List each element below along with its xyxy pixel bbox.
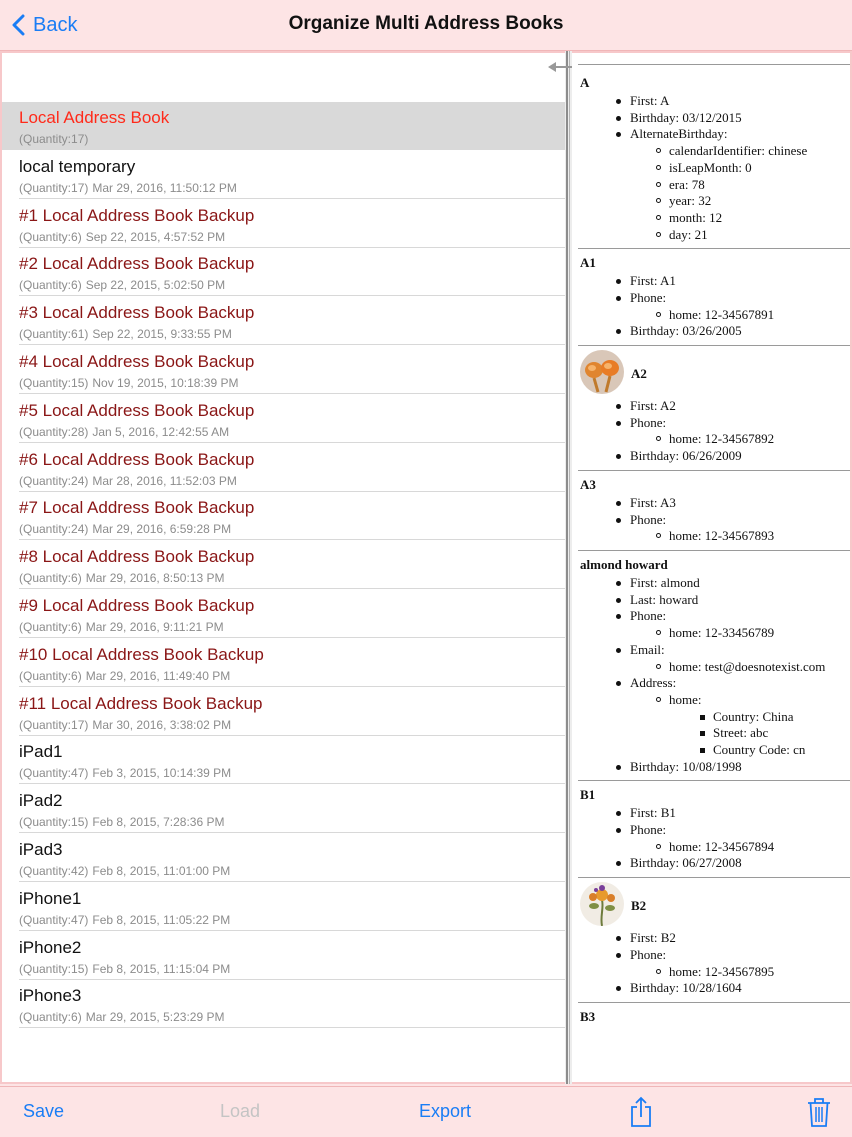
address-book-quantity: (Quantity:15) [19,376,89,390]
contact-detail-line: First: almond [630,575,700,590]
address-book-row[interactable] [2,492,565,540]
address-book-date: Sep 22, 2015, 5:02:50 PM [85,278,226,293]
contact-detail-line: day: 21 [669,226,708,242]
page-title: Organize Multi Address Books [288,13,564,34]
address-book-quantity: (Quantity:6) [19,1010,82,1025]
contact-detail-line: era: 78 [669,176,705,192]
trash-icon[interactable] [806,1096,832,1128]
address-book-quantity: (Quantity:24) [19,522,89,537]
save-button[interactable]: Save [23,1101,65,1121]
address-book-quantity: (Quantity:17) [19,132,89,146]
row-separator [19,1027,565,1028]
navigation-bar [0,0,852,51]
address-book-date: Mar 29, 2016, 9:11:21 PM [85,620,224,634]
contact-detail-line: Phone: [630,289,667,305]
address-book-meta [19,718,231,732]
address-book-meta [19,425,229,439]
address-book-name: #1 Local Address Book Backup [19,205,255,225]
address-book-row[interactable] [2,785,565,833]
contact-detail-line: Address: [630,675,677,691]
load-button[interactable]: Load [220,1101,261,1121]
contact-name: almond howard [580,557,668,572]
contact-details-pane[interactable] [572,53,850,1082]
address-book-date: Mar 29, 2016, 11:50:12 PM [92,180,237,195]
contact-avatar [580,350,624,394]
contact-detail-line: home: [669,691,702,707]
contact-name: B3 [580,1009,596,1024]
contact-name: A3 [580,476,596,492]
contact-entry[interactable] [578,249,850,346]
contact-detail-line: First: A [630,93,670,108]
contact-detail-line: First: A2 [630,398,676,414]
address-book-name: #7 Local Address Book Backup [19,498,255,518]
contact-detail-line: home: 12-34567895 [669,963,775,979]
contact-detail-line: home: 12-33456789 [669,625,775,641]
contact-detail-line: First: A1 [630,273,676,289]
contact-detail-line: First: B1 [630,805,676,821]
address-book-meta [19,278,225,292]
address-book-date: Mar 29, 2016, 8:50:13 PM [85,571,225,586]
contact-name: A2 [631,366,647,382]
address-book-date: Sep 22, 2015, 9:33:55 PM [92,327,232,342]
address-book-name: #10 Local Address Book Backup [19,644,264,664]
contact-name: A1 [580,255,596,271]
address-book-quantity: (Quantity:24) [19,473,89,488]
address-book-name: iPad1 [19,742,63,762]
address-book-quantity: (Quantity:17) [19,180,89,195]
contact-detail-line: Street: abc [713,725,769,741]
address-book-quantity: (Quantity:28) [19,424,89,439]
address-book-row[interactable] [2,688,565,736]
address-book-list[interactable] [2,53,565,1082]
address-book-row[interactable] [2,541,565,589]
contact-detail-line: Last: howard [630,591,699,607]
contact-detail-line: Country Code: cn [713,742,806,757]
address-book-meta [19,230,225,244]
address-book-meta [19,181,237,195]
address-book-row[interactable] [2,102,565,150]
address-book-row[interactable] [2,736,565,784]
address-book-name: #2 Local Address Book Backup [19,254,255,274]
contact-detail-line: home: test@doesnotexist.com [669,658,826,674]
contact-detail-line: Birthday: 06/27/2008 [630,855,742,871]
contact-detail-line: First: B2 [630,930,676,946]
address-book-name: #8 Local Address Book Backup [19,547,255,567]
address-book-meta [19,913,230,927]
contact-detail-line: home: 12-34567892 [669,431,775,447]
address-book-row[interactable] [2,248,565,296]
contact-detail-line: Birthday: 03/26/2005 [630,323,742,339]
address-book-quantity: (Quantity:15) [19,961,89,976]
contact-detail-line: Birthday: 06/26/2009 [630,448,742,464]
address-book-meta [19,1010,224,1024]
address-book-row[interactable] [2,444,565,492]
address-book-row[interactable] [2,590,565,638]
address-book-date: Mar 28, 2016, 11:52:03 PM [92,473,237,488]
address-book-date: Feb 8, 2015, 11:01:00 PM [92,864,231,878]
address-book-date: Mar 29, 2016, 6:59:28 PM [92,522,232,537]
contact-detail-line: Phone: [630,608,667,624]
address-book-date: Mar 29, 2016, 11:49:40 PM [85,668,231,683]
address-book-name: local temporary [19,156,136,176]
address-book-name: #5 Local Address Book Backup [19,400,255,420]
address-book-name: #6 Local Address Book Backup [19,449,255,469]
contact-detail-line: year: 32 [669,193,712,209]
contact-detail-line: home: 12-34567891 [669,306,775,322]
address-book-row[interactable] [2,200,565,248]
address-book-name: iPhone3 [19,986,82,1006]
contact-detail-line: First: A3 [630,494,676,510]
contact-entry[interactable] [578,69,850,249]
address-book-quantity: (Quantity:6) [19,278,82,293]
address-book-name: #4 Local Address Book Backup [19,352,255,371]
address-book-row[interactable] [2,151,565,199]
address-book-quantity: (Quantity:6) [19,229,82,244]
address-book-row[interactable] [2,883,565,931]
address-book-quantity: (Quantity:17) [19,717,89,732]
contact-entry[interactable] [578,781,850,878]
address-book-name: iPhone2 [19,937,82,957]
address-book-meta [19,962,230,976]
address-book-meta [19,571,224,585]
contact-entry[interactable] [578,471,850,551]
address-book-date: Sep 22, 2015, 4:57:52 PM [85,229,226,244]
contact-detail-line: Birthday: 10/08/1998 [630,758,742,774]
address-book-quantity: (Quantity:6) [19,620,82,634]
address-book-meta [19,864,230,878]
contact-detail-line: month: 12 [669,209,723,225]
address-book-date: Mar 29, 2015, 5:23:29 PM [85,1010,225,1025]
address-book-name: iPad2 [19,791,63,811]
divider-line-inner [569,51,570,1084]
contact-detail-line: home: 12-34567894 [669,838,775,854]
address-book-date: Feb 3, 2015, 10:14:39 PM [92,766,232,781]
address-book-row[interactable] [2,639,565,687]
divider-line [566,51,568,1084]
contact-detail-line: Phone: [630,822,667,838]
back-label: Back [33,13,78,36]
address-book-meta [19,766,231,780]
contact-entry[interactable] [578,1003,850,1033]
address-book-row[interactable] [2,395,565,443]
contact-detail-line: isLeapMonth: 0 [669,159,752,175]
address-book-meta [19,620,224,634]
contact-detail-line: Email: [630,641,665,657]
contact-detail-line: Country: China [713,708,794,724]
contact-detail-line: AlternateBirthday: [630,126,728,142]
address-book-meta [19,132,92,146]
address-book-name: #11 Local Address Book Backup [19,693,263,713]
contact-detail-line: calendarIdentifier: chinese [669,143,808,159]
address-book-quantity: (Quantity:6) [19,668,82,683]
address-book-date: Jan 5, 2016, 12:42:55 AM [92,424,230,439]
contact-name: B2 [631,898,647,914]
address-book-name: #9 Local Address Book Backup [19,596,255,615]
split-divider[interactable] [565,51,572,1084]
address-book-date: Mar 30, 2016, 3:38:02 PM [92,717,232,732]
address-book-meta [19,669,230,683]
contact-detail-line: Phone: [630,414,667,430]
address-book-row[interactable] [2,932,565,980]
address-book-name: #3 Local Address Book Backup [19,303,255,323]
address-book-quantity: (Quantity:47) [19,766,89,781]
contact-detail-line: Phone: [630,511,667,527]
export-button[interactable]: Export [419,1101,472,1121]
contact-name: A [580,75,590,90]
contact-detail-line: home: 12-34567893 [669,528,775,544]
address-book-quantity: (Quantity:42) [19,864,89,878]
address-book-row[interactable] [2,297,565,345]
contact-name: B1 [580,787,596,803]
contact-detail-line: Phone: [630,946,667,962]
address-book-quantity: (Quantity:47) [19,912,89,927]
address-book-meta [19,474,237,488]
address-book-meta [19,815,224,829]
address-book-meta [19,376,238,390]
contact-avatar [580,882,624,926]
contact-entry[interactable] [578,346,850,471]
address-book-name: Local Address Book [19,108,170,127]
address-book-date: Nov 19, 2015, 10:18:39 PM [92,376,239,390]
address-book-name: iPad3 [19,840,63,859]
address-book-quantity: (Quantity:15) [19,815,89,830]
share-icon[interactable] [628,1096,654,1128]
address-book-row[interactable] [2,834,565,882]
address-book-name: iPhone1 [19,888,82,908]
address-book-quantity: (Quantity:6) [19,571,82,586]
address-book-meta [19,522,231,536]
address-book-row[interactable] [2,346,565,394]
split-view [0,51,852,1084]
address-book-row[interactable] [2,980,565,1028]
address-book-meta [19,327,232,341]
contact-entry[interactable] [578,878,850,1003]
contact-entry[interactable] [578,551,850,781]
address-book-date: Feb 8, 2015, 7:28:36 PM [92,815,225,830]
address-book-date: Feb 8, 2015, 11:05:22 PM [92,912,231,927]
details-top-rule [578,64,850,65]
address-book-date: Feb 8, 2015, 11:15:04 PM [92,961,231,976]
address-book-quantity: (Quantity:61) [19,327,89,342]
contact-detail-line: Birthday: 10/28/1604 [630,980,742,996]
contact-detail-line: Birthday: 03/12/2015 [630,109,742,125]
bottom-toolbar [0,1086,852,1137]
